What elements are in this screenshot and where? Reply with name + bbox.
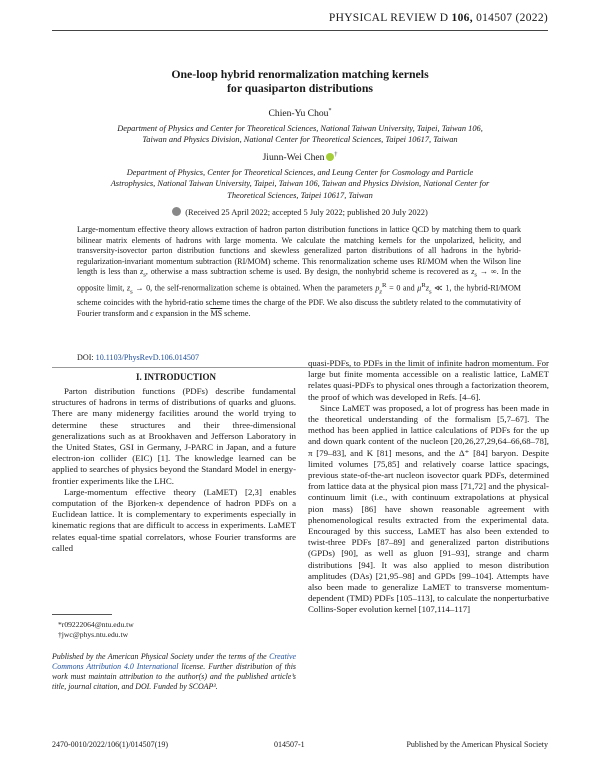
doi-link[interactable]: 10.1103/PhysRevD.106.014507 bbox=[95, 353, 200, 362]
footnote-email-2[interactable]: †jwc@phys.ntu.edu.tw bbox=[58, 630, 129, 639]
paragraph: quasi-PDFs, to PDFs in the limit of infinite hadron momentum. For large but finite momenta accessible on a realistic lattice, LaMET relates quasi-PDFs to physical ones through a factorization theorem, the proof of which was developed in Refs. [4–6]. bbox=[308, 358, 549, 402]
license-link[interactable]: Creative Commons Attribution 4.0 International bbox=[52, 652, 296, 672]
running-header bbox=[52, 12, 548, 24]
paragraph: Parton distribution functions (PDFs) describe fundamental structures of hadrons in terms of distributions of quarks and gluons. There are many midenergy facilities around the world trying to determine these structures and their three-dimensional generalizations such as at Brookhaven and Jefferson Laboratory in the United States, GSI in Germany, J-PARC in Japan, and a future electron-ion collider (EIC) [1]. The knowledge learned can be applied to searches of physics beyond the Standard Model in energy-frontier experiments like the LHC. bbox=[52, 386, 296, 486]
author-2: Jiunn-Wei Chen † bbox=[262, 152, 338, 164]
doi-line: DOI: 10.1103/PhysRevD.106.014507 bbox=[77, 353, 200, 362]
affiliation-2: Department of Physics, Center for Theoretical Sciences, and Leung Center for Cosmology and Particle Astrophysics, National Taiwan University, Taipei, Taiwan 106, Taiwan and Physics Division, National Center for Theoretical Sciences, Taipei 10617, Taiwan bbox=[110, 168, 490, 200]
paragraph: Since LaMET was proposed, a lot of progress has been made in the theoretical understanding of the formalism [5,7–67]. The method has been applied in lattice calculations of PDFs for the up and down quark content of the nucleon [20,26,27,29,64–66,68–78], π [79–83], and K [81] mesons, and the Δ⁺ [84] baryon. Despite limited volumes [75,85] and relatively coarse lattice spacings, previous state-of-the-art nucleon isovector quark PDFs, determined from lattice data at the physical pion mass [71,72] and the physical-continuum limit (i.e., with continuum extrapolations at physical pion mass) [86] have shown reasonable agreement with phenomenological results extracted from the experimental data. Encouraged by this success, LaMET has also been extended to twist-three PDFs [87–89] and generalized parton distributions (GPDs) [90], as well as gluon [91–93], strange and charm distributions [94]. It was also applied to meson distribution amplitudes (DAs) [21,95–98] and GPDs [99–104]. Attempts have also been made to generalize LaMET to transverse momentum-dependent (TMD) PDFs [105–113], to calculate the nonperturbative Collins-Soper evolution kernel [107,114–117] bbox=[308, 402, 549, 615]
paper-title: One-loop hybrid renormalization matching kernels for quasiparton distributions bbox=[171, 67, 429, 95]
footnote-email-1[interactable]: *r09222064@ntu.edu.tw bbox=[58, 620, 134, 629]
journal-volume: 106, bbox=[451, 12, 473, 24]
paragraph: Large-momentum effective theory (LaMET) [2,3] enables computation of the Bjorken-x dependence of hadron PDFs on a Euclidean lattice. It is complementary to experiments especially in kinematic regions that are difficult to access in experiments. LaMET relates equal-time spatial correlators, whose Fourier transforms are called bbox=[52, 486, 296, 553]
received-dates: (Received 25 April 2022; accepted 5 July 2022; published 20 July 2022) bbox=[60, 207, 540, 217]
footer-page: 014507-1 bbox=[274, 740, 305, 749]
footnote-rule bbox=[52, 614, 112, 615]
abstract: Large-momentum effective theory allows extraction of hadron parton distribution functions in lattice QCD by matching them to quark bilinear matrix elements of hadrons with large momenta. We calculate the matching kernels for the unpolarized, helicity, and transversity-isovector parton distribution functions and skewless generalized parton distributions of all hadrons in the hybrid-regularization-invariant momentum subtraction (RI/MOM) scheme. This renormalization scheme uses RI/MOM when the Wilson line length is less than $z_s$, otherwise a mass subtraction scheme is used. By design, the nonhybrid scheme is recovered as $z_s$ → ∞. In the opposite limit, $z_s \to 0$, the self-renormalization scheme is obtained. When the parameters $p_z^R = 0$ and $\mu^Rz_s$ ≪ 1, the hybrid-RI/MOM scheme coincides with the hybrid-ratio scheme times the charge of the PDF. We also discuss the subtlety related to the commutativity of Fourier transform and ϵ expansion in the $\overline{MS}$ scheme. bbox=[77, 225, 521, 318]
affiliation-1: Department of Physics and Center for Theoretical Sciences, National Taiwan University, Taipei, Taiwan 106, Taiwan and Physics Division, National Center for Theoretical Sciences, Taipei 10617, Taiwan bbox=[117, 124, 483, 145]
journal-name: PHYSICAL REVIEW D bbox=[328, 12, 449, 24]
right-column bbox=[308, 358, 549, 616]
header-rule bbox=[52, 30, 548, 31]
section-heading: I. INTRODUCTION bbox=[135, 372, 216, 382]
footer-issn: 2470-0010/2022/106(1)/014507(19) bbox=[52, 740, 168, 749]
left-column bbox=[52, 386, 296, 554]
check-for-updates-icon[interactable] bbox=[172, 207, 181, 216]
author-1: Chien-Yu Chou* bbox=[268, 108, 332, 120]
article-number: 014507 (2022) bbox=[476, 12, 548, 24]
footer-publisher: Published by the American Physical Society bbox=[406, 740, 548, 749]
publisher-note: Published by the American Physical Society under the terms of the Creative Commons Attribution 4.0 International license. Further distribution of this work must maintain attribution to the author(s) and the published article’s title, journal citation, and DOI. Funded by SCOAP³. bbox=[52, 652, 296, 692]
